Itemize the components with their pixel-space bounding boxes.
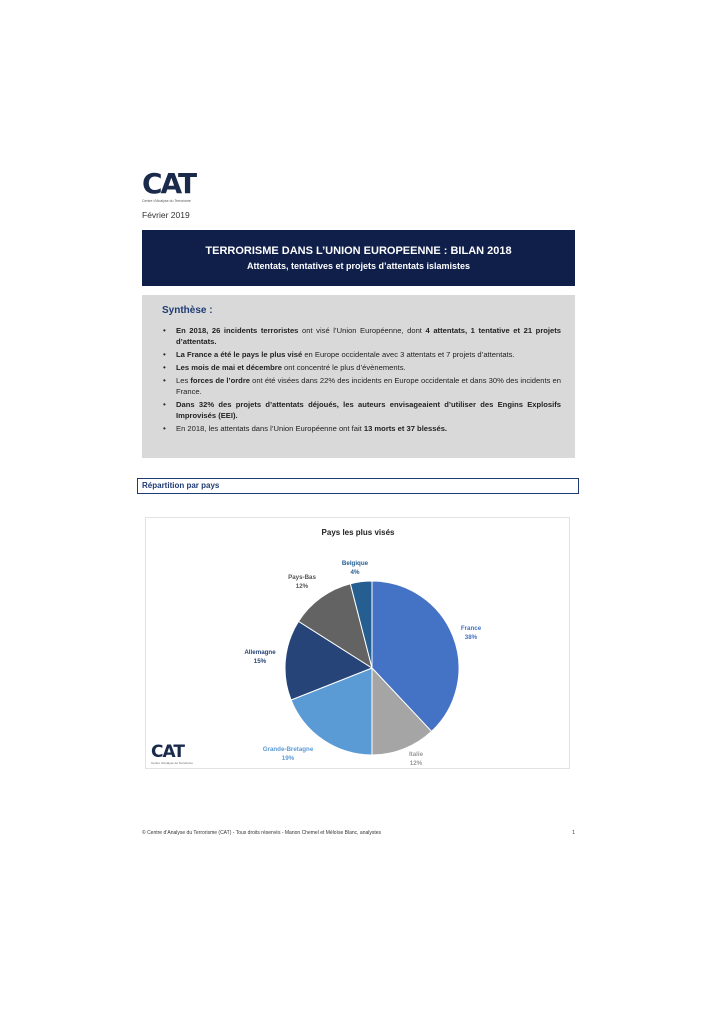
document-title: TERRORISME DANS L’UNION EUROPEENNE : BILAN 2018 <box>205 245 512 257</box>
chart-logo-tagline: Centre d'Analyse du Terrorisme <box>151 761 193 765</box>
bold-text: En 2018, 26 incidents terroristes <box>176 326 299 335</box>
chart-logo-mark: CAT <box>151 742 184 762</box>
slice-value-grande-bretagne: 19% <box>281 755 295 762</box>
slice-label-france: France <box>460 625 482 632</box>
footer <box>142 830 575 836</box>
synthese-item <box>176 349 561 360</box>
bold-text: forces de l’ordre <box>190 376 250 385</box>
slice-value-allemagne: 15% <box>253 658 267 665</box>
cat-logo <box>142 167 212 203</box>
text: En 2018, les attentats dans l’Union Européenne ont fait <box>176 424 364 433</box>
bold-text: Les mois de mai et décembre <box>176 363 282 372</box>
synthese-item <box>176 423 561 434</box>
footer-copyright: © Centre d’Analyse du Terrorisme (CAT) - Tous droits réservés - Manon Chemel et Méloïse Blanc, analystes <box>142 830 382 836</box>
document-date: Février 2019 <box>142 210 190 220</box>
chart-logo <box>151 744 191 765</box>
slice-label-pays-bas: Pays-Bas <box>288 574 316 581</box>
text: ont visé l’Union Européenne, dont <box>298 326 426 335</box>
bold-text: Dans 32% des projets d’attentats déjoués, les auteurs envisageaient d’utiliser des Engins Explosifs Improvisés (EEI). <box>176 400 561 420</box>
synthese-heading: Synthèse : <box>162 305 213 316</box>
text: en Europe occidentale avec 3 attentats et 7 projets d’attentats. <box>302 350 515 359</box>
bold-text: La France a été le pays le plus visé <box>176 350 303 359</box>
synthese-item <box>176 362 561 373</box>
text: ont été visées dans 22% des incidents en Europe occidentale et dans 30% des incidents en France. <box>176 376 561 396</box>
document-subtitle: Attentats, tentatives et projets d’attentats islamistes <box>246 261 471 271</box>
synthese-item <box>176 325 561 347</box>
synthese-item <box>176 375 561 397</box>
slice-label-belgique: Belgique <box>341 560 369 567</box>
logo-mark: CAT <box>142 167 196 200</box>
pie-chart-svg <box>146 518 571 770</box>
text: Les <box>176 376 191 385</box>
pie-chart <box>145 517 570 769</box>
bold-text: 13 morts et 37 blessés. <box>363 424 448 433</box>
chart-title: Pays les plus visés <box>321 528 395 537</box>
section-heading: Répartition par pays <box>137 478 579 494</box>
logo-tagline: Centre d'Analyse du Terrorisme <box>142 199 191 203</box>
slice-value-pays-bas: 12% <box>295 583 309 590</box>
text: ont concentré le plus d’évènements. <box>281 363 406 372</box>
synthese-item <box>176 399 561 421</box>
slice-label-italie: Italie <box>408 751 424 758</box>
bold-text: 4 attentats, 1 tentative et 21 projets d’attentats. <box>176 326 561 346</box>
page-number: 1 <box>572 830 575 836</box>
synthese-list <box>162 325 561 434</box>
slice-value-italie: 12% <box>409 760 423 767</box>
slice-label-grande-bretagne: Grande-Bretagne <box>262 746 314 753</box>
slice-value-france: 38% <box>464 634 478 641</box>
title-banner <box>142 230 575 286</box>
slice-value-belgique: 4% <box>350 569 360 576</box>
synthese-box <box>142 295 575 458</box>
slice-label-allemagne: Allemagne <box>244 649 276 656</box>
